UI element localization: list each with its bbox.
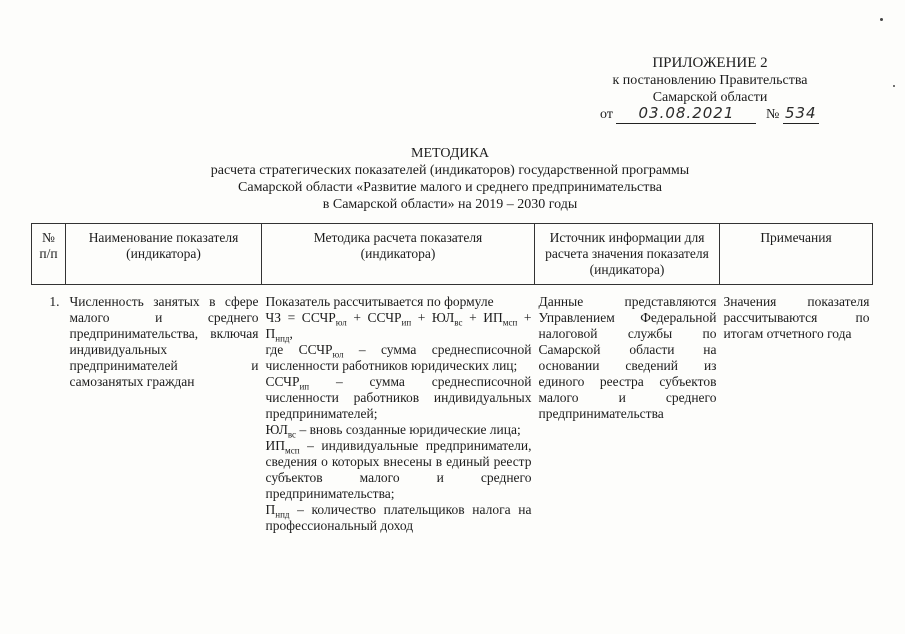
row-name: Численность занятых в сфере малого и среднего предпринимательства, включая индивидуальных предпринимателей и самозанятых граждан — [69, 294, 259, 389]
title-line-3: в Самарской области» на 2019 – 2030 годы — [322, 197, 578, 212]
table-row — [32, 285, 873, 535]
method-def-4: $ИП_{мсп}$ – индивидуальные предприниматели, сведения о которых внесены в единый реестр субъектов малого и среднего предпринимательства; — [265, 438, 532, 501]
row-method — [262, 285, 535, 535]
table-header-row — [32, 224, 873, 285]
appendix-line-1: к постановлению Правительства — [612, 73, 808, 88]
method-def-3: $ЮЛ_{вс}$ – вновь созданные юридические лица; — [265, 422, 521, 440]
method-formula: ЧЗ = $ССЧР_{юл}$ + $ССЧР_{ип} + ЮЛ_{вс} + ИП_{мсп} + П_{нпд}$, — [265, 310, 532, 344]
header-note: Примечания — [720, 224, 873, 285]
appendix-block — [580, 55, 840, 106]
row-source: Данные представляются Управлением Федеральной налоговой службы по Самарской области на основании сведений из единого реестра субъектов малого и среднего предпринимательства — [538, 294, 717, 421]
header-method: Методика расчета показателя (индикатора) — [262, 224, 535, 285]
title-line-1: расчета стратегических показателей (индикаторов) государственной программы — [210, 163, 690, 178]
method-intro: Показатель рассчитывается по формуле — [265, 294, 494, 309]
scan-speck — [893, 85, 895, 87]
number-prefix: № — [765, 107, 780, 122]
indicators-table — [31, 223, 873, 534]
header-name: Наименование показателя (индикатора) — [66, 224, 262, 285]
date-prefix: от — [600, 107, 613, 122]
decree-date-number — [600, 104, 819, 124]
header-source: Источник информации для расчета значения показателя (индикатора) — [535, 224, 720, 285]
decree-date: 03.08.2021 — [638, 104, 735, 122]
header-num: № п/п — [32, 224, 66, 285]
row-num: 1. — [49, 294, 60, 309]
method-def-5: $П_{нпд}$ – количество плательщиков налога на профессиональный доход — [265, 502, 532, 533]
appendix-line-2: Самарской области — [652, 90, 768, 105]
title-line-2: Самарской области «Развитие малого и среднего предпринимательства — [238, 180, 662, 195]
row-note: Значения показателя рассчитываются по итогам отчетного года — [723, 294, 870, 341]
document-title — [150, 145, 750, 213]
appendix-title: ПРИЛОЖЕНИЕ 2 — [652, 55, 768, 71]
method-def-2: $ССЧР_{ип}$ – сумма среднесписочной численности работников индивидуальных предпринимателей; — [265, 374, 532, 421]
title-heading: МЕТОДИКА — [411, 146, 489, 161]
method-def-1: где $ССЧР_{юл}$ – сумма среднесписочной численности работников юридических лиц; — [265, 342, 532, 373]
decree-number: 534 — [784, 104, 817, 122]
scan-speck — [880, 18, 883, 21]
